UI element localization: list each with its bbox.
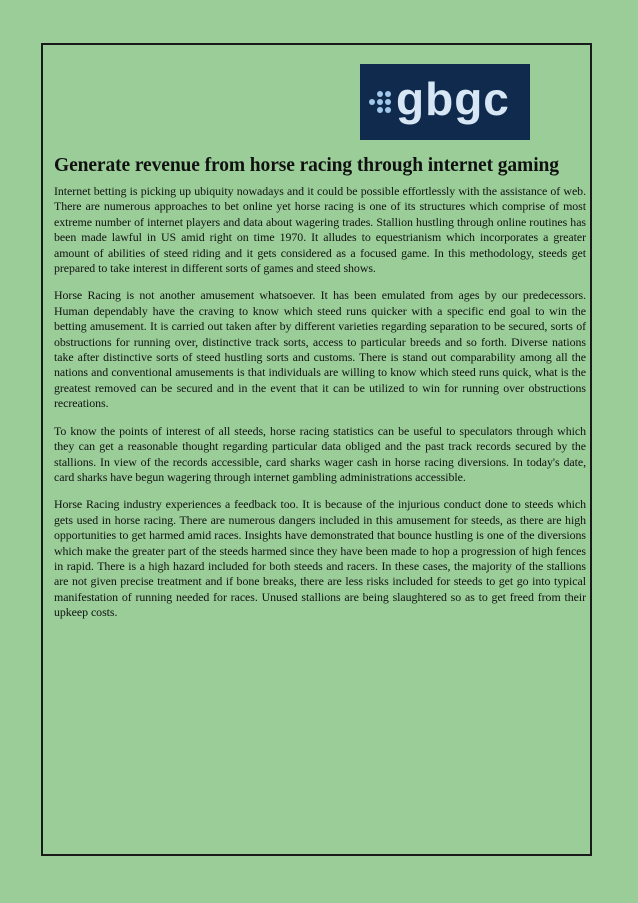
article-paragraph: Horse Racing is not another amusement whatsoever. It has been emulated from ages by our predecessors. Human dependably have the craving to know which steed runs quicker with a specific end goal to win the betting amusement. It is carried out taken after by different varieties regarding separation to be secured, sorts of obstructions for running over, distinctive track sorts, access to particular breeds and so forth. Diverse nations take after distinctive sorts of steed hustling sorts and customs. There is stand out comparability among all the nations and conventional amusements is that individuals are willing to know which steed runs quick, what is the greatest removed can be secured and in the event that it can be utilized to win for running over obstructions recreations. <box>54 288 586 411</box>
logo-dots-icon <box>369 91 391 113</box>
article <box>54 154 586 633</box>
article-paragraph: To know the points of interest of all steeds, horse racing statistics can be useful to speculators through which they can get a reasonable thought regarding particular data obliged and the past track records secured by the stallions. In view of the records accessible, card sharks wager cash in horse racing diversions. In today's date, card sharks have begun wagering through internet gambling administrations accessible. <box>54 423 586 484</box>
gbgc-logo <box>360 64 530 140</box>
article-title: Generate revenue from horse racing through internet gaming <box>54 155 559 176</box>
article-paragraph: Horse Racing industry experiences a feedback too. It is because of the injurious conduct done to steeds which gets used in horse racing. There are numerous dangers included in this amusement for steeds, as there are high opportunities to get harmed amid races. Insights have demonstrated that bounce hustling is one of the diversions which make the greater part of the steeds harmed since they have been made to hop a progression of high fences in rapid. There is a high hazard included for both steeds and racers. In these cases, the majority of the stallions are not given precise treatment and if bone breaks, there are less risks included for steeds to get go into typical manifestation of running needed for races. Unused stallions are being slaughtered so as to get freed from their upkeep costs. <box>54 497 586 620</box>
logo-text: gbgc <box>396 73 510 125</box>
article-paragraph: Internet betting is picking up ubiquity nowadays and it could be possible effortlessly with the assistance of web. There are numerous approaches to bet online yet horse racing is one of its structures which comprise of most extreme number of internet players and data about wagering trades. Stallion hustling through online routines has been made lawful in US amid right on time 1970. It alludes to equestrianism which incorporates a greater amount of abilities of steed riding and it gets considered as a focused game. In this methodology, steeds get prepared to take interest in different sorts of games and steed shows. <box>54 184 586 276</box>
